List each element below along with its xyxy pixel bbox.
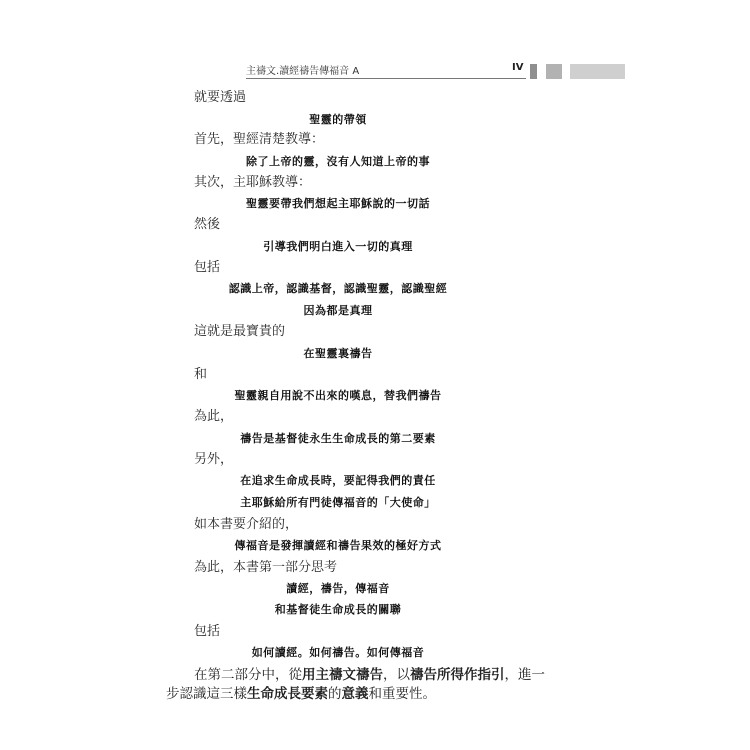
emphasis-line: 聖靈親自用說不出來的嘆息，替我們禱告 [234,389,442,402]
emphasis-line: 聖靈要帶我們想起主耶穌說的一切話 [246,197,430,210]
body-line: 其次，主耶穌教導： [194,175,312,190]
emphasis-line: 如何讀經。如何禱告。如何傳福音 [251,646,425,659]
body-line: 和 [194,367,208,382]
body-line: 然後 [194,217,221,232]
emphasis-line: 和基督徒生命成長的關聯 [274,603,402,616]
emphasis-line: 聖靈的帶領 [309,113,367,126]
header-rule [246,78,526,79]
closing-paragraph-line-1 [194,663,545,683]
body-line: 包括 [194,260,221,275]
paragraph-text: ，進一 [504,667,545,683]
body-line: 另外， [194,452,234,467]
thumb-tab-marker [570,64,625,79]
paragraph-text: 的 [328,686,342,702]
paragraph-text: 步認識這三樣 [166,686,247,702]
emphasis-line: 禱告是基督徒永生生命成長的第二要素 [240,432,436,445]
thumb-tab-marker [546,64,562,79]
closing-paragraph-line-2 [166,682,436,702]
running-header-title: 主禱文.讀經禱告傳福音 A [246,66,360,77]
bold-phrase: 意義 [341,686,369,702]
body-line: 為此， [194,409,234,424]
bold-phrase: 生命成長要素 [247,686,328,702]
paragraph-text: ，以 [383,667,410,683]
body-line: 如本書要介紹的， [194,517,299,532]
bold-phrase: 禱告所得作指引 [410,667,505,683]
body-line: 包括 [194,624,221,639]
emphasis-line: 在追求生命成長時，要記得我們的責任 [240,474,436,487]
bold-phrase: 用主禱文禱告 [302,667,383,683]
emphasis-line: 主耶穌給所有門徒傳福音的「大使命」 [240,496,436,509]
paragraph-text: 和重要性。 [368,686,436,702]
body-line: 首先，聖經清楚教導： [194,132,325,147]
body-line: 這就是最寶貴的 [194,324,286,339]
emphasis-line: 在聖靈裏禱告 [303,347,373,360]
emphasis-line: 讀經，禱告，傳福音 [286,582,390,595]
emphasis-line: 傳福音是發揮讀經和禱告果效的極好方式 [234,539,442,552]
emphasis-line: 引導我們明白進入一切的真理 [263,240,413,253]
thumb-tab-marker [530,64,537,79]
emphasis-line: 認識上帝，認識基督，認識聖靈，認識聖經 [228,282,448,295]
body-line: 就要透過 [194,90,247,105]
emphasis-line: 除了上帝的靈，沒有人知道上帝的事 [246,155,430,168]
body-line: 為此，本書第一部分思考 [194,560,338,575]
paragraph-text: 在第二部分中，從 [194,667,302,683]
page-number: IV [512,62,524,73]
emphasis-line: 因為都是真理 [303,304,373,317]
